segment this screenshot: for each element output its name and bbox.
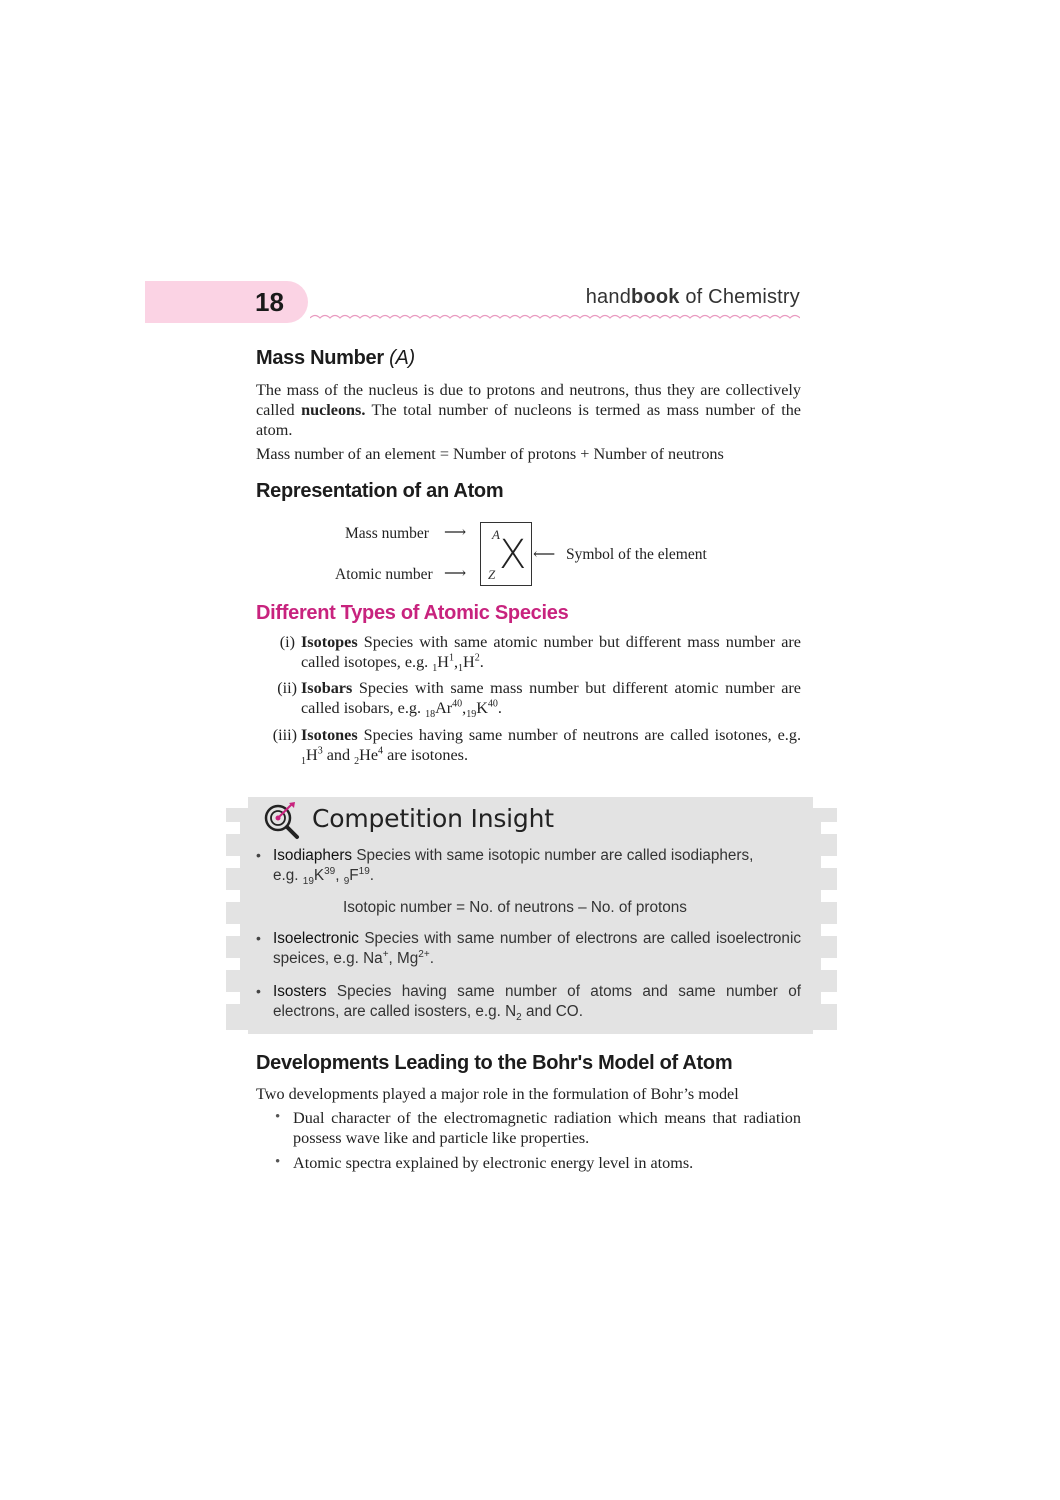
- bohr-heading: Developments Leading to the Bohr's Model of Atom: [256, 1052, 733, 1074]
- mass-number-label: Mass number: [345, 525, 429, 542]
- species-heading: Different Types of Atomic Species: [256, 602, 569, 624]
- isosters-item: Isosters Species having same number of atoms and same number of electrons, are called isosters, e.g. $N_2$ and CO.: [273, 983, 801, 1024]
- left-film-edge: [222, 808, 250, 1030]
- box-mass-symbol: A: [492, 527, 500, 542]
- symbol-label: Symbol of the element: [566, 546, 707, 563]
- box-element-symbol: X: [499, 532, 527, 578]
- bohr-intro: Two developments played a major role in the formulation of Bohr’s model: [256, 1085, 739, 1103]
- isotopic-number-formula: Isotopic number = No. of neutrons – No. of protons: [343, 899, 687, 916]
- arrow-right-icon: ⟶: [444, 524, 467, 541]
- target-magnifier-icon: [262, 800, 302, 840]
- bohr-point-dual-character: Dual character of the electromagnetic radiation which means that radiation possess wave like and particle like properties.: [293, 1109, 801, 1147]
- competition-insight-title: Competition Insight: [312, 804, 554, 833]
- mass-number-paragraph: The mass of the nucleus is due to protons and neutrons, thus they are collectively called nucleons. The total number of nucleons is termed as mass number of the atom.: [256, 381, 801, 439]
- mass-number-heading: Mass Number (A): [256, 347, 415, 369]
- mass-number-formula: Mass number of an element = Number of protons + Number of neutrons: [256, 445, 724, 463]
- species-item-isotopes: (i) Isotopes Species with same atomic number but different mass number are called isotopes, e.g. $_1H^1,_1H^2$.: [279, 633, 801, 675]
- bullet-icon: •: [256, 847, 261, 863]
- isodiaphers-item: Isodiaphers Species with same isotopic number are called isodiaphers, e.g. $_{19}K^{39}$, $_9F^{19}$.: [273, 847, 754, 888]
- bullet-icon: •: [256, 983, 261, 999]
- bullet-icon: •: [256, 930, 261, 946]
- representation-heading: Representation of an Atom: [256, 480, 504, 502]
- isoelectronic-item: Isoelectronic Species with same number of electrons are called isoelectronic speices, e.g. Na+, $Mg^{2+}$.: [273, 930, 801, 967]
- species-item-isotones: (iii) Isotones Species having same number of neutrons are called isotones, e.g. $_1H^3$ and $_2He^4$ are isotones.: [272, 726, 801, 768]
- page-number: 18: [255, 287, 284, 317]
- box-atomic-symbol: Z: [488, 567, 496, 582]
- species-item-isobars: (ii) Isobars Species with same mass number but different atomic number are called isobars, e.g. $_{18}Ar^{40},_{19}K^{40}$.: [277, 679, 801, 721]
- atomic-number-label: Atomic number: [335, 566, 433, 583]
- running-head: handbook of Chemistry: [585, 286, 800, 308]
- arrow-left-icon: ⟵: [533, 546, 556, 563]
- bullet-icon: •: [275, 1154, 281, 1170]
- bohr-point-atomic-spectra: Atomic spectra explained by electronic energy level in atoms.: [293, 1154, 694, 1172]
- header-wavy-rule: [310, 312, 800, 324]
- mass-number-section: [256, 347, 801, 370]
- arrow-right-icon: ⟶: [444, 565, 467, 582]
- bullet-icon: •: [275, 1109, 281, 1125]
- right-film-edge: [811, 808, 839, 1030]
